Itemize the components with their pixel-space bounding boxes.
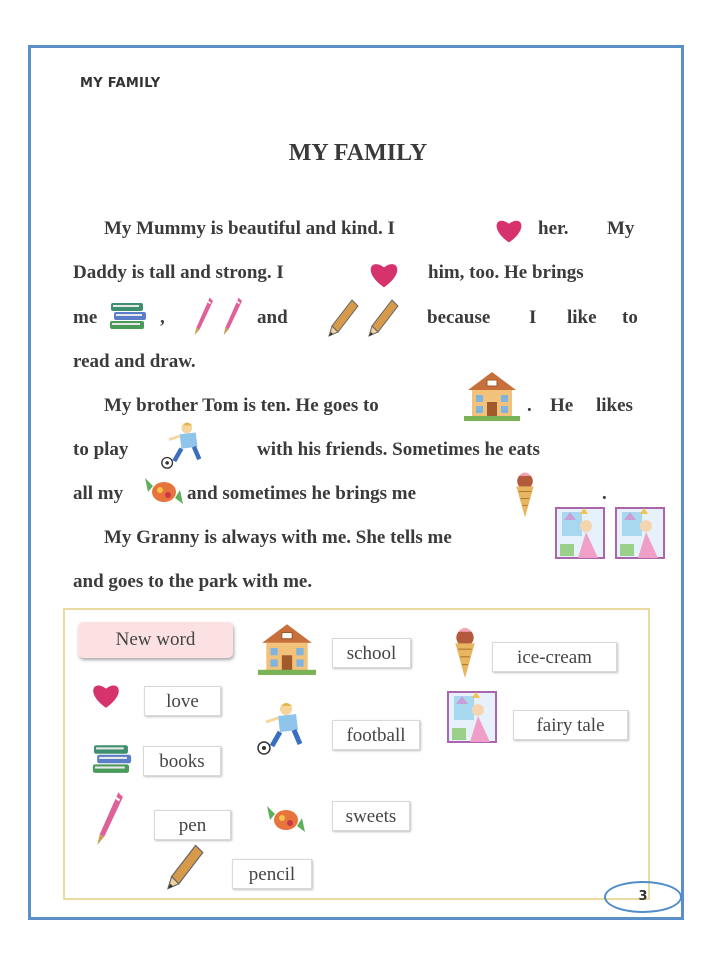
- running-header: MY FAMILY: [80, 76, 161, 91]
- word-pen: pen: [154, 810, 231, 840]
- story-text: her.: [538, 218, 569, 239]
- word-pencil: pencil: [232, 859, 312, 889]
- sweets-icon: [266, 800, 306, 836]
- story-text: to play: [73, 439, 129, 460]
- story-text: with his friends. Sometimes he eats: [257, 439, 540, 460]
- pencil-icon: [368, 298, 400, 338]
- ice-cream-icon: [450, 626, 480, 680]
- pen-icon: [193, 294, 213, 338]
- story-text: to: [622, 307, 638, 328]
- story-text: My: [607, 218, 635, 239]
- story-text: all my: [73, 483, 124, 504]
- story-text: read and draw.: [73, 351, 196, 372]
- story-text: like: [567, 307, 597, 328]
- page-title: MY FAMILY: [288, 140, 428, 166]
- word-school: school: [332, 638, 411, 668]
- story-text: .: [527, 395, 532, 416]
- story-text: Daddy is tall and strong. I: [73, 262, 284, 283]
- sweets-icon: [144, 472, 184, 508]
- story-text: and sometimes he brings me: [187, 483, 417, 504]
- story-text: My brother Tom is ten. He goes to: [104, 395, 379, 416]
- word-love: love: [144, 686, 221, 716]
- pencil-icon: [328, 298, 360, 338]
- heart-icon: [493, 216, 525, 244]
- heart-icon: [90, 680, 122, 710]
- page-number: 3: [604, 881, 682, 913]
- fairy-tale-icon: [552, 504, 608, 560]
- story-text: and goes to the park with me.: [73, 571, 313, 592]
- fairy-tale-icon: [612, 504, 668, 560]
- books-icon: [108, 300, 148, 332]
- story-text: .: [602, 483, 607, 504]
- story-text: My Granny is always with me. She tells me: [104, 527, 452, 548]
- story-text: ,: [160, 307, 165, 328]
- story-text: and: [257, 307, 288, 328]
- heart-icon: [367, 259, 401, 289]
- word-books: books: [143, 746, 221, 776]
- story-text: him, too. He brings: [428, 262, 584, 283]
- word-sweets: sweets: [332, 801, 410, 831]
- story-text: I: [529, 307, 537, 328]
- story-text: He: [550, 395, 574, 416]
- word-fairy-tale: fairy tale: [513, 710, 628, 740]
- ice-cream-icon: [512, 470, 538, 520]
- books-icon: [90, 742, 134, 776]
- word-ice-cream: ice-cream: [492, 642, 617, 672]
- story-text: because: [427, 307, 491, 328]
- pencil-icon: [166, 843, 206, 891]
- story-text: My Mummy is beautiful and kind. I: [104, 218, 395, 239]
- fairy-tale-icon: [444, 688, 500, 744]
- word-football: football: [332, 720, 420, 750]
- pen-icon: [222, 294, 242, 338]
- new-word-heading: New word: [78, 622, 233, 658]
- football-icon: [256, 700, 312, 756]
- pen-icon: [94, 790, 124, 846]
- school-icon: [464, 366, 520, 422]
- football-icon: [160, 420, 210, 470]
- story-text: likes: [596, 395, 633, 416]
- school-icon: [258, 618, 316, 676]
- story-text: me: [73, 307, 98, 328]
